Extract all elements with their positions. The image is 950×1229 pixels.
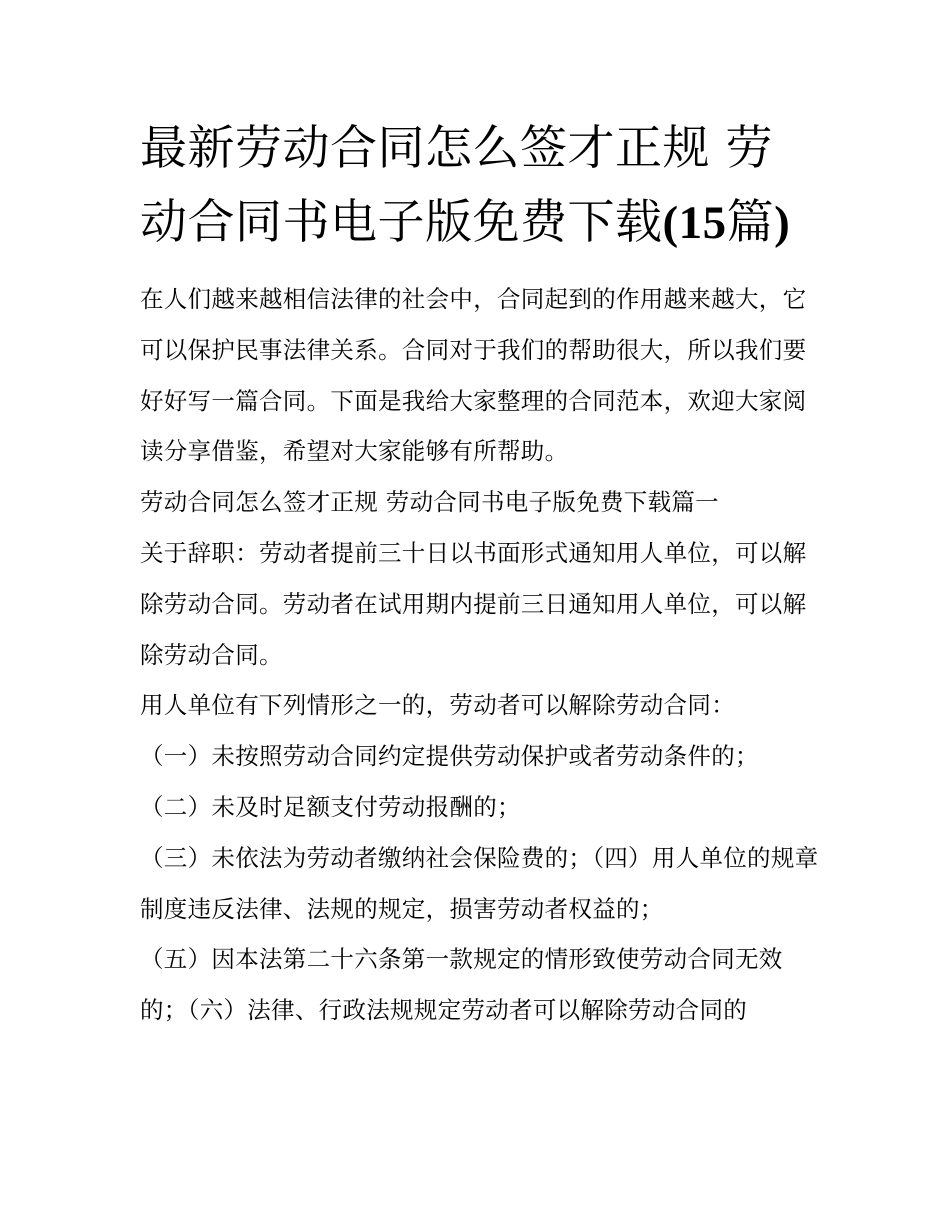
document-page: [140, 112, 820, 1036]
document-body: [140, 274, 820, 1036]
document-title: 最新劳动合同怎么签才正规 劳动合同书电子版免费下载(15篇): [140, 121, 791, 250]
intro-paragraph: 在人们越来越相信法律的社会中，合同起到的作用越来越大，它可以保护民事法律关系。合同对于我们的帮助很大，所以我们要好好写一篇合同。下面是我给大家整理的合同范本，欢迎大家阅读分享借鉴，希望对大家能够有所帮助。: [140, 285, 807, 466]
section-heading: 劳动合同怎么签才正规 劳动合同书电子版免费下载篇一: [140, 488, 719, 517]
condition-item-3-4: （三）未依法为劳动者缴纳社会保险费的；（四）用人单位的规章制度违反法律、法规的规定，损害劳动者权益的；: [140, 843, 819, 923]
condition-item-1: （一）未按照劳动合同约定提供劳动保护或者劳动条件的；: [140, 742, 759, 771]
condition-item-2: （二）未及时足额支付劳动报酬的；: [140, 792, 521, 821]
conditions-intro: 用人单位有下列情形之一的，劳动者可以解除劳动合同：: [140, 691, 735, 720]
condition-item-5-6: （五）因本法第二十六条第一款规定的情形致使劳动合同无效的；（六）法律、行政法规规定劳动者可以解除劳动合同的: [140, 945, 783, 1025]
resignation-paragraph: 关于辞职：劳动者提前三十日以书面形式通知用人单位，可以解除劳动合同。劳动者在试用期内提前三日通知用人单位，可以解除劳动合同。: [140, 538, 807, 669]
